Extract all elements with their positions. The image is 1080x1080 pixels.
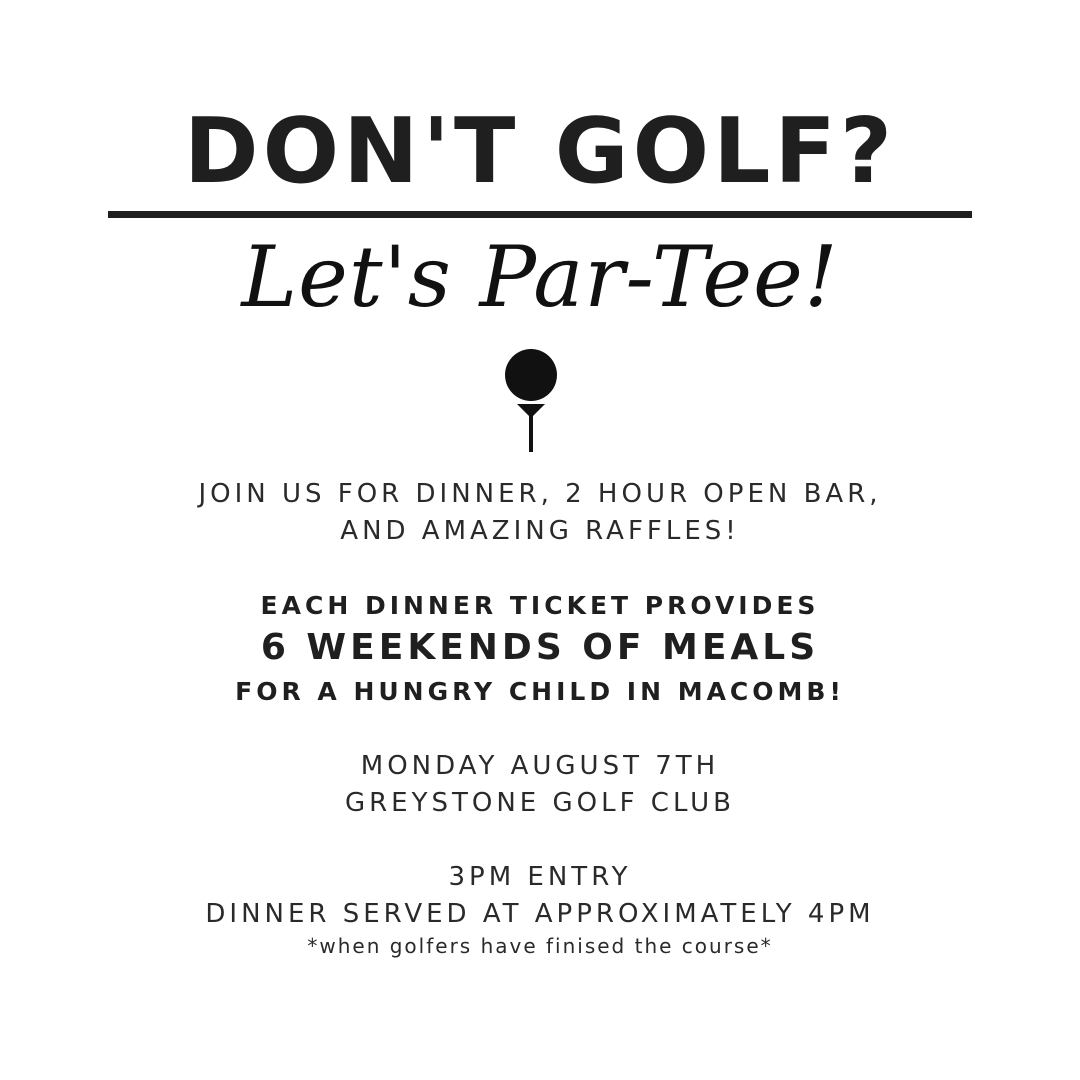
tagline: Let's Par-Tee! xyxy=(241,228,839,326)
schedule-entry: 3PM ENTRY xyxy=(448,862,632,892)
ticket-line-3: FOR A HUNGRY CHILD IN MACOMB! xyxy=(235,677,845,706)
golf-ball-on-tee-icon xyxy=(500,348,562,458)
schedule-note: *when golfers have finised the course* xyxy=(307,934,773,958)
event-date: MONDAY AUGUST 7TH xyxy=(360,751,720,781)
details-line-2: AND AMAZING RAFFLES! xyxy=(340,516,740,546)
ticket-line-1: EACH DINNER TICKET PROVIDES xyxy=(260,591,820,620)
details-line-1: JOIN US FOR DINNER, 2 HOUR OPEN BAR, xyxy=(198,479,882,509)
headline: DON'T GOLF? xyxy=(183,99,897,204)
event-venue: GREYSTONE GOLF CLUB xyxy=(344,788,736,818)
schedule-dinner: DINNER SERVED AT APPROXIMATELY 4PM xyxy=(205,899,875,929)
ticket-highlight: 6 WEEKENDS OF MEALS xyxy=(260,627,820,668)
divider-rule xyxy=(108,211,972,218)
